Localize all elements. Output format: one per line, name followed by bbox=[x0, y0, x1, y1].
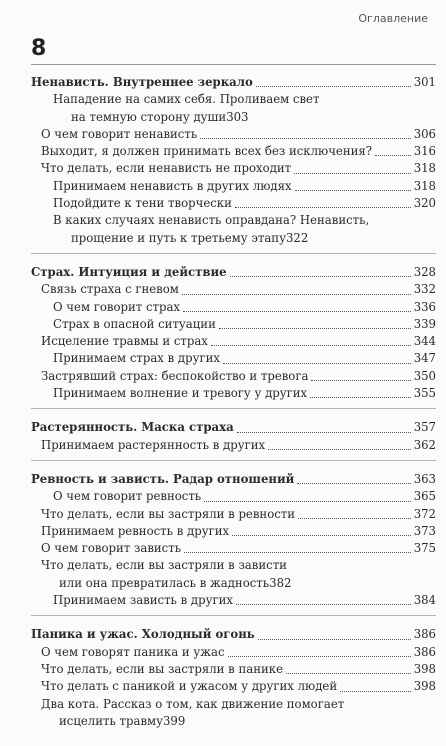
toc-chapter-heading[interactable] bbox=[31, 74, 436, 91]
page-ref: 365 bbox=[413, 489, 436, 504]
dot-leader bbox=[236, 604, 411, 605]
toc-entry[interactable] bbox=[31, 575, 436, 592]
entry-title: Выходит, я должен принимать всех без исключения? bbox=[41, 144, 373, 159]
dot-leader bbox=[232, 535, 411, 536]
page-ref: 316 bbox=[413, 144, 436, 159]
dot-leader bbox=[228, 656, 411, 657]
entry-title: на темную сторону души bbox=[71, 109, 227, 124]
toc-entry[interactable] bbox=[31, 109, 436, 126]
toc-chapter bbox=[31, 264, 436, 409]
toc-entry-line: В каких случаях ненависть оправдана? Ненависть, bbox=[53, 213, 370, 228]
page-number: 8 bbox=[31, 36, 47, 61]
toc-chapter-heading[interactable] bbox=[31, 471, 436, 488]
chapter-title: Страх. Интуиция и действие bbox=[31, 264, 227, 279]
page-ref: 320 bbox=[413, 196, 436, 211]
entry-title: Связь страха с гневом bbox=[41, 282, 179, 297]
toc-entry[interactable] bbox=[31, 385, 436, 402]
dot-leader bbox=[211, 345, 411, 346]
entry-title: Принимаем ненависть в других людях bbox=[53, 178, 292, 193]
chapter-title: Ненависть. Внутреннее зеркало bbox=[31, 75, 253, 89]
page-ref: 303 bbox=[226, 109, 249, 124]
entry-title: Принимаем волнение и тревогу у других bbox=[53, 386, 308, 401]
toc-entry[interactable] bbox=[31, 713, 436, 730]
page-ref: 332 bbox=[413, 282, 436, 297]
entry-title: О чем говорит зависть bbox=[41, 541, 182, 556]
dot-leader bbox=[230, 276, 411, 277]
dot-leader bbox=[182, 294, 411, 295]
header-rule bbox=[31, 64, 436, 65]
toc-entry[interactable] bbox=[31, 281, 436, 298]
toc-chapter bbox=[31, 471, 436, 616]
page-ref: 362 bbox=[413, 437, 436, 452]
toc-entry[interactable] bbox=[31, 437, 436, 454]
page-ref: 357 bbox=[413, 420, 436, 435]
dot-leader bbox=[294, 173, 411, 174]
entry-title: Что делать, если вы застряли в панике bbox=[41, 661, 283, 676]
toc-entry[interactable] bbox=[31, 678, 436, 695]
entry-title: О чем говорит ревность bbox=[53, 489, 202, 504]
toc-chapter-heading[interactable] bbox=[31, 264, 436, 281]
toc-entry[interactable] bbox=[31, 661, 436, 678]
page-ref: 322 bbox=[285, 230, 309, 245]
dot-leader bbox=[219, 328, 411, 329]
toc-entry[interactable] bbox=[31, 523, 436, 540]
running-head: Оглавление bbox=[358, 12, 428, 25]
page-ref: 386 bbox=[413, 644, 436, 659]
dot-leader bbox=[223, 363, 411, 364]
entry-title: Принимаем растерянность в других bbox=[41, 437, 266, 452]
toc-entry[interactable] bbox=[31, 160, 436, 177]
table-of-contents bbox=[31, 74, 436, 746]
dot-leader bbox=[375, 155, 411, 156]
toc-entry[interactable] bbox=[31, 488, 436, 505]
entry-title: исцелить травму bbox=[59, 713, 163, 728]
toc-chapter bbox=[31, 74, 436, 254]
dot-leader bbox=[235, 207, 411, 208]
entry-title: О чем говорят паника и ужас bbox=[41, 644, 225, 659]
page-ref: 347 bbox=[413, 351, 436, 366]
page-ref: 318 bbox=[413, 161, 436, 176]
dot-leader bbox=[295, 190, 411, 191]
page-ref: 382 bbox=[269, 575, 292, 590]
page-ref: 336 bbox=[413, 299, 436, 314]
toc-entry[interactable] bbox=[31, 644, 436, 661]
toc-entry[interactable] bbox=[31, 506, 436, 523]
page-ref: 301 bbox=[413, 75, 436, 89]
toc-entry-line: Что делать, если вы застряли в зависти bbox=[41, 558, 287, 573]
entry-title: Что делать с паникой и ужасом у других людей bbox=[41, 679, 338, 694]
entry-title: Принимаем ревность в других bbox=[41, 523, 230, 538]
page-ref: 399 bbox=[163, 713, 186, 728]
toc-entry[interactable] bbox=[31, 333, 436, 350]
toc-entry[interactable] bbox=[31, 368, 436, 385]
toc-entry[interactable] bbox=[31, 195, 436, 212]
page-ref: 384 bbox=[413, 593, 436, 608]
toc-chapter-heading[interactable] bbox=[31, 419, 436, 436]
toc-entry[interactable] bbox=[31, 592, 436, 609]
entry-title: Принимаем страх в других bbox=[53, 351, 220, 366]
toc-entry[interactable] bbox=[31, 126, 436, 143]
page-ref: 350 bbox=[413, 368, 436, 383]
dot-leader bbox=[340, 691, 411, 692]
entry-title: или она превратилась в жадность bbox=[59, 575, 270, 590]
toc-entry[interactable] bbox=[31, 540, 436, 557]
page-ref: 386 bbox=[413, 627, 436, 642]
entry-title: Что делать, если вы застряли в ревности bbox=[41, 506, 296, 521]
toc-entry[interactable] bbox=[31, 143, 436, 160]
dot-leader bbox=[258, 639, 411, 640]
toc-entry[interactable] bbox=[31, 316, 436, 333]
dot-leader bbox=[183, 311, 411, 312]
dot-leader bbox=[311, 380, 410, 381]
dot-leader bbox=[297, 483, 410, 484]
chapter-title: Ревность и зависть. Радар отношений bbox=[31, 471, 295, 486]
entry-title: О чем говорит ненависть bbox=[41, 126, 198, 141]
chapter-title: Растерянность. Маска страха bbox=[31, 420, 234, 435]
page-ref: 328 bbox=[413, 264, 436, 279]
toc-entry[interactable] bbox=[31, 299, 436, 316]
entry-title: прощение и путь к третьему этапу bbox=[71, 230, 286, 245]
entry-title: Исцеление травмы и страх bbox=[41, 334, 208, 349]
dot-leader bbox=[200, 138, 411, 139]
dot-leader bbox=[204, 501, 411, 502]
entry-title: Принимаем зависть в других bbox=[53, 593, 233, 608]
entry-title: Что делать, если ненависть не проходит bbox=[41, 161, 292, 176]
page-ref: 372 bbox=[413, 506, 436, 521]
toc-chapter bbox=[31, 419, 436, 461]
page-ref: 363 bbox=[413, 471, 436, 486]
entry-title: О чем говорит страх bbox=[53, 299, 181, 314]
page-ref: 344 bbox=[413, 334, 436, 349]
toc-entry[interactable] bbox=[31, 230, 436, 247]
dot-leader bbox=[237, 432, 411, 433]
page-ref: 398 bbox=[413, 661, 436, 676]
dot-leader bbox=[298, 518, 411, 519]
page-ref: 398 bbox=[413, 679, 436, 694]
entry-title: Страх в опасной ситуации bbox=[53, 316, 216, 331]
chapter-title: Паника и ужас. Холодный огонь bbox=[31, 627, 255, 642]
page-ref: 355 bbox=[413, 386, 436, 401]
page-ref: 306 bbox=[413, 126, 436, 141]
toc-entry-line: Нападение на самих себя. Проливаем свет bbox=[53, 92, 320, 107]
page-ref: 339 bbox=[413, 316, 436, 331]
page-ref: 375 bbox=[413, 541, 436, 556]
entry-title: Подойдите к тени творчески bbox=[53, 196, 232, 211]
entry-title: Застрявший страх: беспокойство и тревога bbox=[41, 368, 309, 383]
page-ref: 373 bbox=[413, 523, 436, 538]
page-ref: 318 bbox=[413, 178, 436, 193]
toc-chapter-heading[interactable] bbox=[31, 626, 436, 643]
toc-entry[interactable] bbox=[31, 178, 436, 195]
dot-leader bbox=[256, 86, 411, 87]
toc-entry-line: Два кота. Рассказ о том, как движение помогает bbox=[41, 696, 345, 711]
dot-leader bbox=[268, 449, 411, 450]
dot-leader bbox=[286, 673, 411, 674]
toc-chapter bbox=[31, 626, 436, 736]
dot-leader bbox=[184, 552, 411, 553]
toc-entry[interactable] bbox=[31, 350, 436, 367]
dot-leader bbox=[310, 397, 411, 398]
